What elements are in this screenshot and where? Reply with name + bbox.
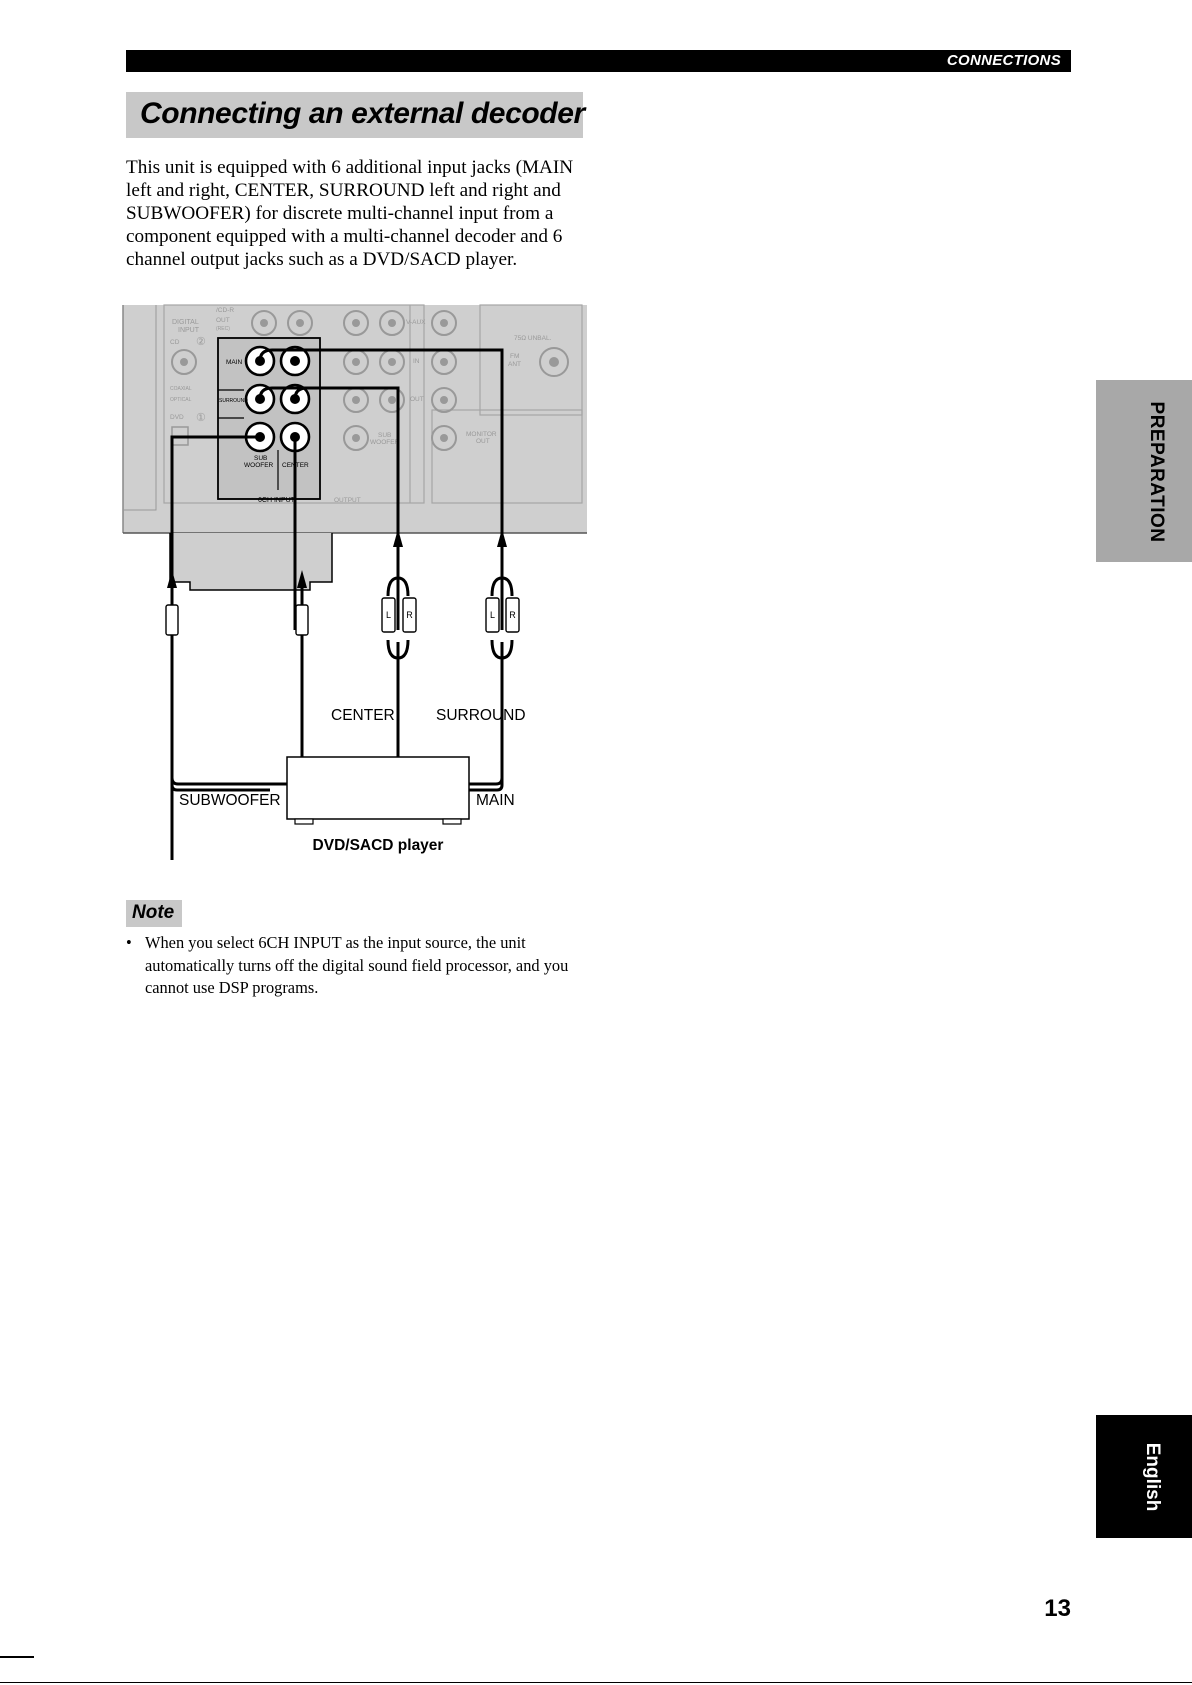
panel-label-main: MAIN <box>226 359 243 366</box>
panel-label-output: OUTPUT <box>334 497 361 504</box>
section-side-tab-label: PREPARATION <box>1146 401 1167 543</box>
bottom-rule <box>0 1682 1192 1683</box>
note-text: When you select 6CH INPUT as the input source, the unit automatically turns off the digital sound field processor, and you cannot use DSP programs. <box>145 933 569 997</box>
section-header-bar <box>126 50 1071 72</box>
language-tab <box>1096 1415 1192 1538</box>
panel-label-woofer: WOOFER <box>370 439 400 446</box>
title-box <box>126 92 583 138</box>
note-label-box <box>126 900 182 927</box>
language-tab-label: English <box>1142 1442 1163 1512</box>
note-item <box>126 932 586 1000</box>
edge-mark <box>0 1656 34 1658</box>
plug-label-main-r: R <box>509 610 516 620</box>
cable-label-center: CENTER <box>331 707 395 724</box>
panel-label-rec: (REC) <box>216 326 230 332</box>
rca-plugs <box>166 598 519 635</box>
page-number: 13 <box>1044 1595 1071 1622</box>
panel-label-fm: FM <box>510 353 520 360</box>
dvd-sacd-player <box>287 757 469 824</box>
plug-label-surround-r: R <box>406 610 413 620</box>
panel-label-num-2: ② <box>196 336 206 348</box>
panel-label-dvd: DVD <box>170 414 184 421</box>
panel-label-monitor: MONITOR <box>466 431 497 438</box>
panel-label-center: CENTER <box>282 462 309 469</box>
note-bullet: • <box>126 933 132 952</box>
panel-label-cd: CD <box>170 339 180 346</box>
page-title: Connecting an external decoder <box>140 97 585 130</box>
panel-label-digital: DIGITAL <box>172 319 199 326</box>
panel-label-monitor-out: OUT <box>476 438 490 445</box>
panel-label-out: OUT <box>216 317 230 324</box>
panel-label-coaxial: COAXIAL <box>170 386 192 392</box>
panel-label-woofer-2: WOOFER <box>244 462 274 469</box>
panel-label-num-1: ① <box>196 412 206 424</box>
section-title: CONNECTIONS <box>946 52 1061 69</box>
cable-label-surround: SURROUND <box>436 707 526 724</box>
panel-label-input: INPUT <box>178 327 199 334</box>
section-side-tab <box>1096 380 1192 562</box>
plug-label-main-l: L <box>489 610 496 620</box>
cable-label-main: MAIN <box>476 792 515 809</box>
panel-label-ant: ANT <box>508 361 521 368</box>
panel-label-out-2: OUT <box>410 396 424 403</box>
panel-label-surround: SURROUND <box>219 398 248 404</box>
panel-label-optical: OPTICAL <box>170 397 192 403</box>
cable-label-subwoofer: SUBWOOFER <box>179 792 281 809</box>
device-label: DVD/SACD player <box>312 837 444 854</box>
panel-label-6ch-input: 6CH INPUT <box>258 497 295 504</box>
panel-label-sub: SUB <box>378 432 392 439</box>
plug-label-surround-l: L <box>385 610 392 620</box>
panel-label-v-aux: V-AUX <box>406 319 426 326</box>
rear-panel <box>123 305 587 590</box>
panel-label-in: IN <box>413 358 420 365</box>
note-list <box>126 932 586 1000</box>
connection-diagram <box>120 300 590 860</box>
panel-label-cd-r: /CD-R <box>216 307 235 314</box>
intro-paragraph: This unit is equipped with 6 additional input jacks (MAIN left and right, CENTER, SURROUND left and right and SUBWOOFER) for discrete multi-channel input from a component equipped with a multi-channel decoder and 6 channel output jacks such as a DVD/SACD player. <box>126 157 574 270</box>
note-label: Note <box>132 902 175 923</box>
panel-label-sub-2: SUB <box>254 455 268 462</box>
panel-label-unbal: 75Ω UNBAL. <box>514 335 552 342</box>
